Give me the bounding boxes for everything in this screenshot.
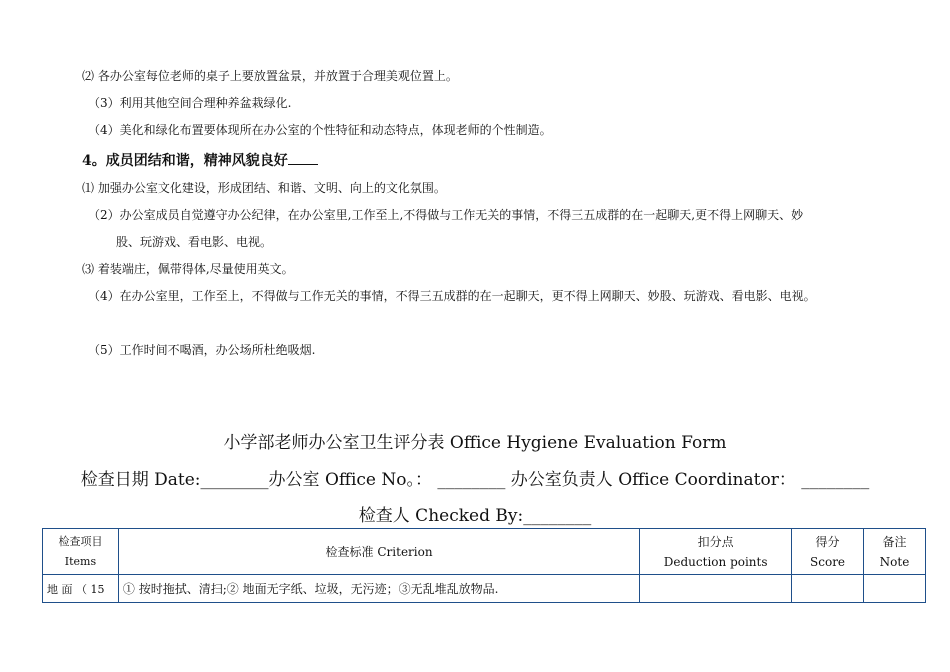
- row-item: 地 面 （ 15: [43, 575, 119, 603]
- header-deduction-en: Deduction points: [663, 554, 768, 569]
- header-items: [43, 529, 119, 575]
- header-note: [864, 529, 926, 575]
- rule-line-5: ⑴ 加强办公室文化建设，形成团结、和谐、文明、向上的文化氛围。: [82, 181, 446, 195]
- header-score-en: Score: [810, 554, 846, 569]
- form-checker-line: 检查人 Checked By:________: [358, 506, 592, 526]
- evaluation-table: [42, 528, 926, 603]
- row-score-input[interactable]: [792, 575, 864, 603]
- section-4-heading: [82, 150, 318, 170]
- table-header-row: [43, 529, 926, 575]
- rule-line-3: （4）美化和绿化布置要体现所在办公室的个性特征和动态特点，体现老师的个性制造。: [88, 123, 552, 137]
- heading-underline: [288, 152, 318, 165]
- row-deduction-input[interactable]: [640, 575, 792, 603]
- header-items-en: Items: [64, 554, 97, 568]
- header-deduction-cn: 扣分点: [697, 534, 734, 549]
- form-meta-line: 检查日期 Date:________办公室 Office No。： ________ 办公室负责人 Office Coordinator： ________: [80, 470, 870, 490]
- rule-line-1: ⑵ 各办公室每位老师的桌子上要放置盆景，并放置于合理美观位置上。: [82, 69, 458, 83]
- header-note-en: Note: [879, 554, 910, 569]
- header-deduction: [640, 529, 792, 575]
- rule-line-7: ⑶ 着装端庄，佩带得体,尽量使用英文。: [82, 262, 294, 276]
- header-score: [792, 529, 864, 575]
- rule-line-6-cont: 股、玩游戏、看电影、电视。: [116, 235, 273, 249]
- section-4-heading-text: 4。成员团结和谐，精神风貌良好: [82, 153, 288, 169]
- rule-line-6: （2）办公室成员自觉遵守办公纪律，在办公室里,工作至上,不得做与工作无关的事情，不得三五成群的在一起聊天,更不得上网聊天、妙: [88, 208, 804, 222]
- row-note-input[interactable]: [864, 575, 926, 603]
- table-row: [43, 575, 926, 603]
- header-note-cn: 备注: [882, 534, 907, 549]
- header-criterion: 检查标准 Criterion: [118, 529, 639, 575]
- rule-line-8: （4）在办公室里，工作至上，不得做与工作无关的事情，不得三五成群的在一起聊天，更不得上网聊天、妙股、玩游戏、看电影、电视。: [88, 289, 816, 303]
- rule-line-2: （3）利用其他空间合理种养盆栽绿化.: [88, 96, 292, 110]
- rule-line-9: （5）工作时间不喝酒，办公场所杜绝吸烟.: [88, 343, 316, 357]
- row-criterion: ① 按时拖拭、清扫;② 地面无字纸、垃圾，无污迹；③无乱堆乱放物品.: [118, 575, 639, 603]
- header-score-cn: 得分: [815, 534, 840, 549]
- header-items-cn: 检查项目: [58, 534, 103, 548]
- form-title: 小学部老师办公室卫生评分表 Office Hygiene Evaluation Form: [223, 433, 727, 453]
